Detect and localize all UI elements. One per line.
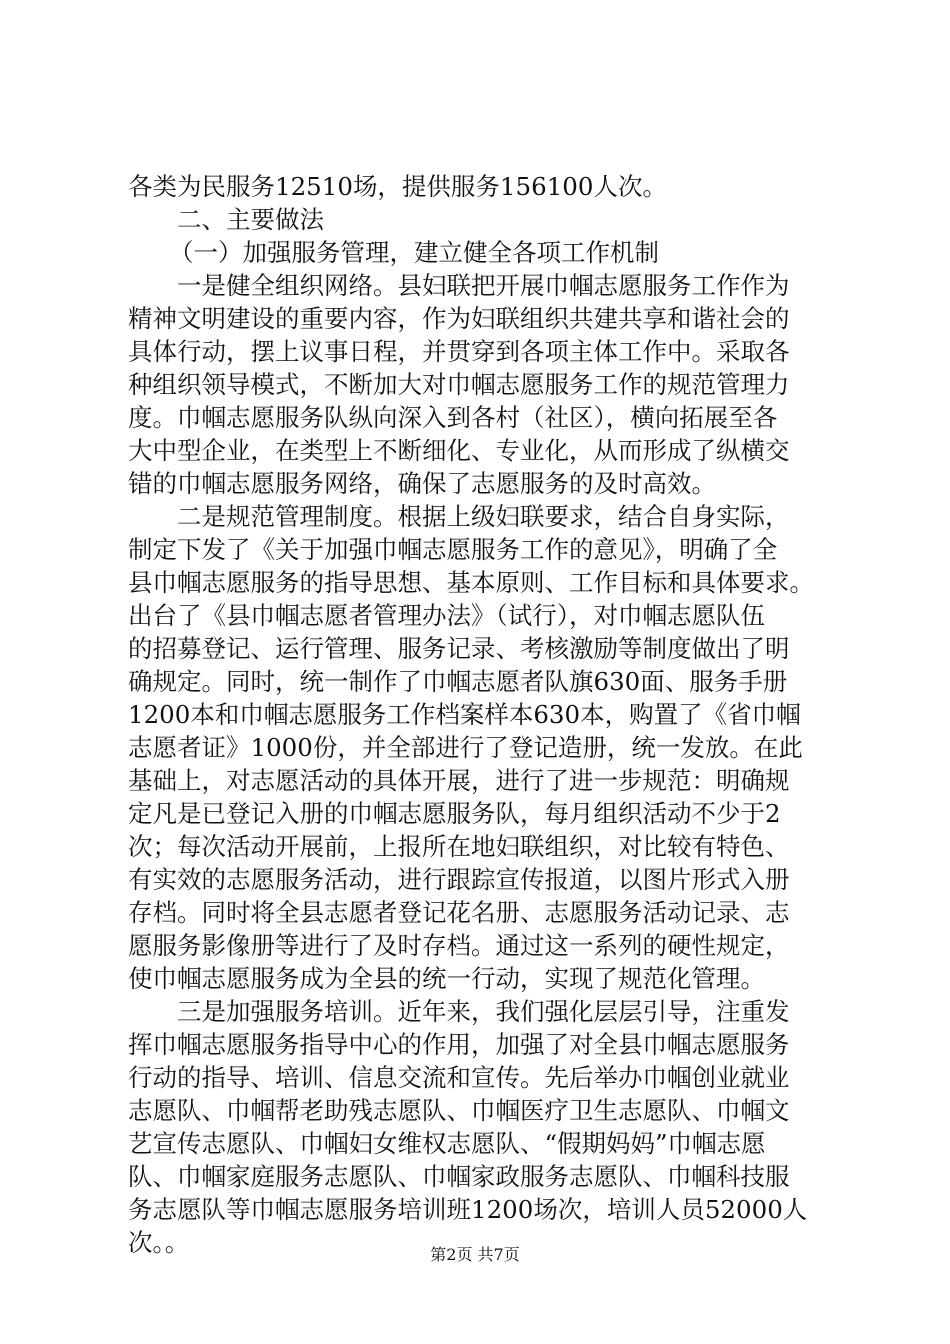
text-line: 各类为民服务12510场，提供服务156100人次。 bbox=[128, 172, 667, 201]
text-line: 确规定。同时，统一制作了巾帼志愿者队旗630面、服务手册 bbox=[128, 667, 788, 696]
document-body bbox=[128, 170, 828, 1259]
text-line: 错的巾帼志愿服务网络，确保了志愿服务的及时高效。 bbox=[128, 469, 716, 498]
text-line: 次。。 bbox=[128, 1228, 190, 1257]
text-line: 制定下发了《关于加强巾帼志愿服务工作的意见》，明确了全 bbox=[128, 535, 778, 564]
text-line: 1200本和巾帼志愿服务工作档案样本630本，购置了《省巾帼 bbox=[128, 700, 801, 729]
text-line: 使巾帼志愿服务成为全县的统一行动，实现了规范化管理。 bbox=[128, 964, 765, 993]
text-line: （一）加强服务管理，建立健全各项工作机制 bbox=[169, 238, 659, 267]
text-line: 基础上，对志愿活动的具体开展，进行了进一步规范：明确规 bbox=[128, 766, 790, 795]
text-line: 精神文明建设的重要内容，作为妇联组织共建共享和谐社会的 bbox=[128, 304, 790, 333]
text-line: 志愿队、巾帼帮老助残志愿队、巾帼医疗卫生志愿队、巾帼文 bbox=[128, 1096, 790, 1125]
text-line: 志愿者证》1000份，并全部进行了登记造册，统一发放。在此 bbox=[128, 733, 803, 762]
text-line: 三是加强服务培训。近年来，我们强化层层引导，注重发 bbox=[177, 997, 790, 1026]
text-line: 艺宣传志愿队、巾帼妇女维权志愿队、“假期妈妈”巾帼志愿 bbox=[128, 1129, 766, 1158]
page-footer: 第2页 共7页 bbox=[430, 1245, 520, 1264]
text-line: 大中型企业，在类型上不断细化、专业化，从而形成了纵横交 bbox=[128, 436, 790, 465]
text-line: 存档。同时将全县志愿者登记花名册、志愿服务活动记录、志 bbox=[128, 898, 790, 927]
text-line: 的招募登记、运行管理、服务记录、考核激励等制度做出了明 bbox=[128, 634, 790, 663]
text-line: 挥巾帼志愿服务指导中心的作用，加强了对全县巾帼志愿服务 bbox=[128, 1030, 790, 1059]
text-line: 愿服务影像册等进行了及时存档。通过这一系列的硬性规定， bbox=[128, 931, 790, 960]
text-line: 二、主要做法 bbox=[177, 205, 324, 234]
text-line: 一是健全组织网络。县妇联把开展巾帼志愿服务工作作为 bbox=[177, 271, 790, 300]
text-line: 定凡是已登记入册的巾帼志愿服务队，每月组织活动不少于2 bbox=[128, 799, 781, 828]
text-line: 有实效的志愿服务活动，进行跟踪宣传报道，以图片形式入册 bbox=[128, 865, 790, 894]
text-line: 出台了《县巾帼志愿者管理办法》（试行），对巾帼志愿队伍 bbox=[128, 601, 765, 630]
text-line: 务志愿队等巾帼志愿服务培训班1200场次，培训人员52000人 bbox=[128, 1195, 808, 1224]
text-line: 次；每次活动开展前，上报所在地妇联组织，对比较有特色、 bbox=[128, 832, 790, 861]
text-line: 队、巾帼家庭服务志愿队、巾帼家政服务志愿队、巾帼科技服 bbox=[128, 1162, 790, 1191]
text-line: 具体行动，摆上议事日程，并贯穿到各项主体工作中。采取各 bbox=[128, 337, 790, 366]
text-line: 县巾帼志愿服务的指导思想、基本原则、工作目标和具体要求。 bbox=[128, 568, 814, 597]
text-line: 行动的指导、培训、信息交流和宣传。先后举办巾帼创业就业 bbox=[128, 1063, 790, 1092]
text-line: 种组织领导模式，不断加大对巾帼志愿服务工作的规范管理力 bbox=[128, 370, 790, 399]
text-line: 二是规范管理制度。根据上级妇联要求，结合自身实际， bbox=[177, 502, 790, 531]
text-line: 度。巾帼志愿服务队纵向深入到各村（社区），横向拓展至各 bbox=[128, 403, 778, 432]
